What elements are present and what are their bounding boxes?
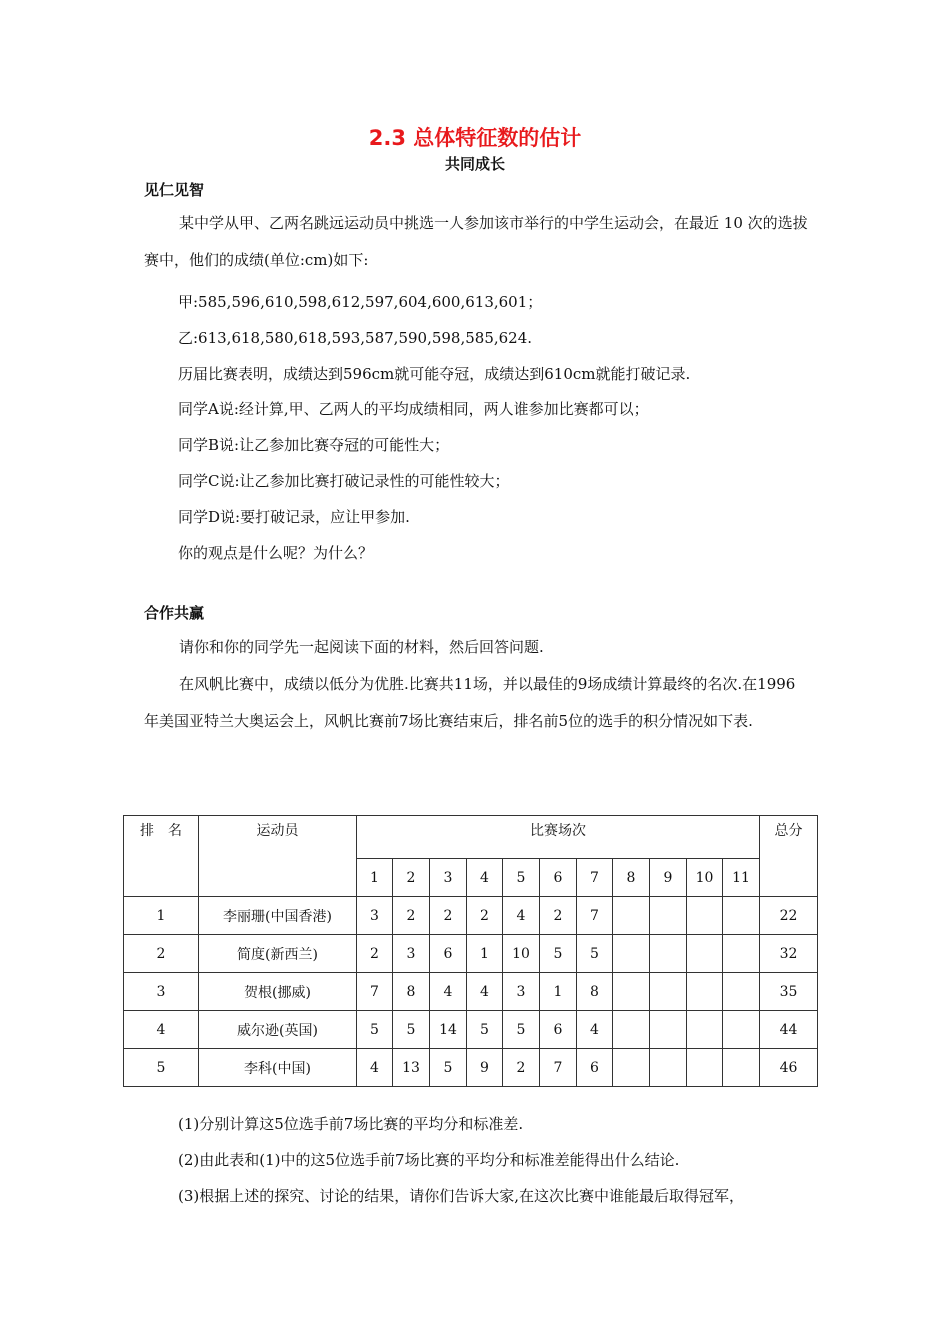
score-cell [687, 1011, 723, 1049]
score-cell: 2 [393, 897, 430, 935]
rank-cell: 4 [124, 1011, 199, 1049]
score-cell: 4 [430, 973, 467, 1011]
score-cell: 6 [540, 1011, 577, 1049]
score-cell: 5 [357, 1011, 393, 1049]
athlete-cell: 贺根(挪威) [199, 973, 357, 1011]
score-cell [723, 973, 760, 1011]
score-cell: 4 [577, 1011, 613, 1049]
athlete-cell: 李科(中国) [199, 1049, 357, 1087]
score-cell: 5 [430, 1049, 467, 1087]
score-cell: 2 [357, 935, 393, 973]
score-cell: 5 [467, 1011, 503, 1049]
score-cell [687, 973, 723, 1011]
score-cell [687, 897, 723, 935]
race-number: 5 [503, 859, 540, 897]
rank-cell: 5 [124, 1049, 199, 1087]
score-cell: 5 [503, 1011, 540, 1049]
section-heading-2: 合作共赢 [144, 604, 205, 622]
line-student-b: 同学B说:让乙参加比赛夺冠的可能性大； [178, 436, 450, 454]
score-cell [723, 1011, 760, 1049]
line-student-c: 同学C说:让乙参加比赛打破记录性的可能性较大； [178, 472, 510, 490]
score-cell: 5 [577, 935, 613, 973]
score-cell: 6 [430, 935, 467, 973]
score-cell [650, 1049, 687, 1087]
score-cell: 14 [430, 1011, 467, 1049]
score-cell: 3 [393, 935, 430, 973]
table-row [124, 1049, 818, 1087]
section2-para1: 请你和你的同学先一起阅读下面的材料，然后回答问题. [179, 638, 544, 656]
score-cell: 4 [467, 973, 503, 1011]
section-heading-1: 见仁见智 [144, 181, 205, 199]
table-row [124, 973, 818, 1011]
line-student-a: 同学A说:经计算,甲、乙两人的平均成绩相同，两人谁参加比赛都可以； [178, 400, 649, 418]
score-cell: 1 [540, 973, 577, 1011]
question-2: (2)由此表和(1)中的这5位选手前7场比赛的平均分和标准差能得出什么结论. [178, 1151, 680, 1169]
athlete-cell: 简度(新西兰) [199, 935, 357, 973]
score-cell: 7 [357, 973, 393, 1011]
line-question: 你的观点是什么呢？为什么？ [178, 544, 374, 562]
total-cell: 44 [760, 1011, 818, 1049]
header-total: 总分 [760, 816, 818, 897]
score-cell: 1 [467, 935, 503, 973]
score-cell [613, 1049, 650, 1087]
race-number: 3 [430, 859, 467, 897]
rank-cell: 2 [124, 935, 199, 973]
score-cell [723, 897, 760, 935]
score-cell [723, 935, 760, 973]
line-yi: 乙:613,618,580,618,593,587,590,598,585,624. [178, 329, 533, 347]
score-cell: 3 [503, 973, 540, 1011]
race-number: 9 [650, 859, 687, 897]
total-cell: 35 [760, 973, 818, 1011]
page-title: 2.3 总体特征数的估计 [368, 126, 582, 150]
score-cell [613, 973, 650, 1011]
score-cell: 8 [393, 973, 430, 1011]
score-cell: 2 [467, 897, 503, 935]
score-cell: 13 [393, 1049, 430, 1087]
score-cell [723, 1049, 760, 1087]
score-cell [650, 1011, 687, 1049]
score-cell: 6 [577, 1049, 613, 1087]
total-cell: 32 [760, 935, 818, 973]
rank-cell: 3 [124, 973, 199, 1011]
score-cell [687, 1049, 723, 1087]
score-cell [687, 935, 723, 973]
score-cell: 3 [357, 897, 393, 935]
score-cell: 2 [540, 897, 577, 935]
score-cell: 7 [577, 897, 613, 935]
question-1: (1)分别计算这5位选手前7场比赛的平均分和标准差. [178, 1115, 524, 1133]
score-cell: 4 [503, 897, 540, 935]
athlete-cell: 威尔逊(英国) [199, 1011, 357, 1049]
header-rank: 排 名 [124, 816, 199, 897]
score-cell: 9 [467, 1049, 503, 1087]
line-jia: 甲:585,596,610,598,612,597,604,600,613,601； [178, 293, 543, 311]
score-cell: 7 [540, 1049, 577, 1087]
score-cell: 2 [430, 897, 467, 935]
race-number: 11 [723, 859, 760, 897]
header-races: 比赛场次 [357, 816, 760, 859]
line-record: 历届比赛表明，成绩达到596cm就可能夺冠，成绩达到610cm就能打破记录. [178, 365, 691, 383]
score-cell: 8 [577, 973, 613, 1011]
score-cell [650, 897, 687, 935]
score-cell: 5 [540, 935, 577, 973]
header-athlete: 运动员 [199, 816, 357, 897]
score-cell: 10 [503, 935, 540, 973]
race-number: 4 [467, 859, 503, 897]
score-table [123, 815, 818, 1087]
section2-para2: 在风帆比赛中，成绩以低分为优胜.比赛共11场，并以最佳的9场成绩计算最终的名次.在1996年美国亚特兰大奥运会上，风帆比赛前7场比赛结束后，排名前5位的选手的积分情况如下表. [144, 675, 796, 730]
page-subtitle: 共同成长 [444, 155, 505, 173]
race-number: 10 [687, 859, 723, 897]
section1-intro: 某中学从甲、乙两名跳远运动员中挑选一人参加该市举行的中学生运动会，在最近 10 次的选拔赛中，他们的成绩(单位:cm)如下: [144, 214, 808, 269]
race-number: 6 [540, 859, 577, 897]
athlete-cell: 李丽珊(中国香港) [199, 897, 357, 935]
score-cell [613, 935, 650, 973]
race-number: 7 [577, 859, 613, 897]
table-row [124, 1011, 818, 1049]
score-cell: 4 [357, 1049, 393, 1087]
score-cell: 5 [393, 1011, 430, 1049]
race-number: 8 [613, 859, 650, 897]
total-cell: 46 [760, 1049, 818, 1087]
score-cell [650, 973, 687, 1011]
rank-cell: 1 [124, 897, 199, 935]
question-3: (3)根据上述的探究、讨论的结果，请你们告诉大家,在这次比赛中谁能最后取得冠军， [178, 1187, 745, 1205]
score-cell [613, 1011, 650, 1049]
score-cell [613, 897, 650, 935]
total-cell: 22 [760, 897, 818, 935]
score-cell: 2 [503, 1049, 540, 1087]
line-student-d: 同学D说:要打破记录，应让甲参加. [178, 508, 410, 526]
race-number: 2 [393, 859, 430, 897]
table-row [124, 897, 818, 935]
race-number: 1 [357, 859, 393, 897]
score-cell [650, 935, 687, 973]
table-row [124, 935, 818, 973]
